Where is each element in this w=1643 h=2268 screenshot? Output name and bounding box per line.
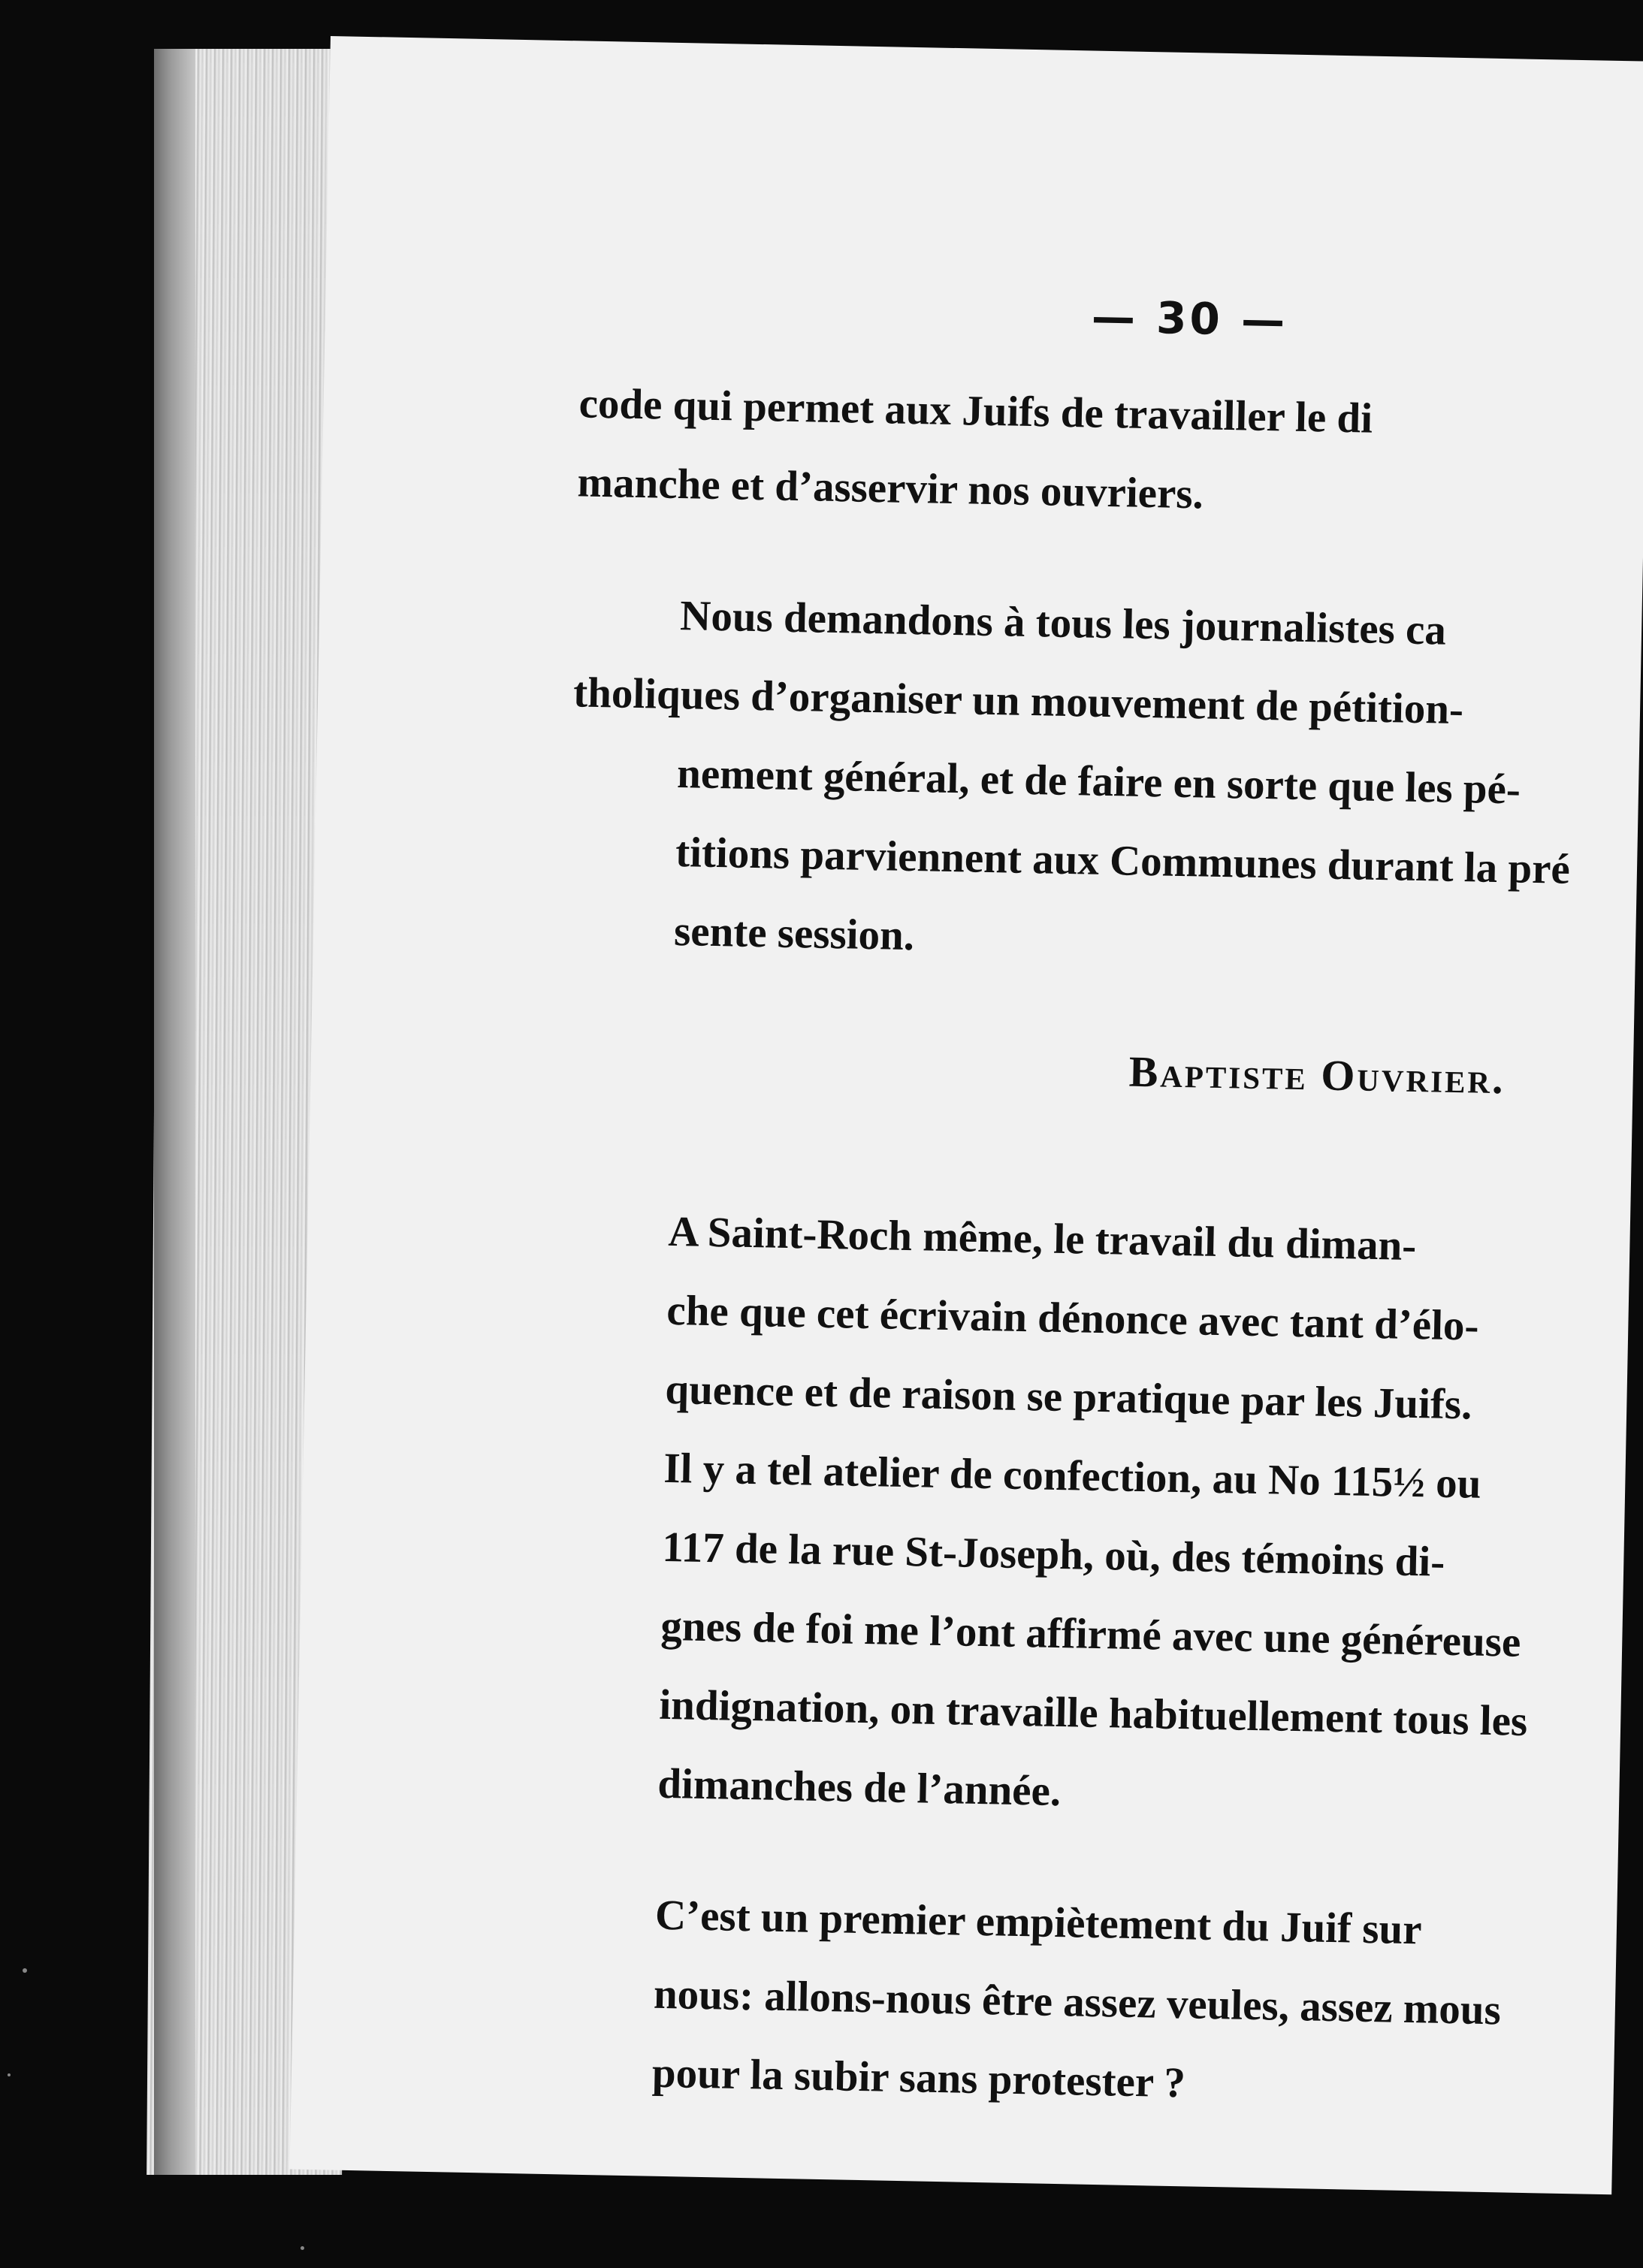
signature: Baptiste Ouvrier. bbox=[1128, 1046, 1506, 1104]
text-line: che que cet écrivain dénonce avec tant d’élo- bbox=[666, 1286, 1480, 1350]
text-line: manche et d’asservir nos ouvriers. bbox=[577, 458, 1204, 518]
scan-speck bbox=[301, 2246, 304, 2250]
text-line: 117 de la rue St-Joseph, où, des témoins di- bbox=[661, 1523, 1445, 1586]
text-line: nement général, et de faire en sorte que les pé- bbox=[676, 750, 1521, 814]
text-line: titions parviennent aux Communes durant la pré bbox=[675, 829, 1571, 893]
paragraph-3 bbox=[551, 1190, 1630, 1841]
text-line: sente session. bbox=[673, 908, 915, 960]
text-line: dimanches de l’année. bbox=[657, 1759, 1062, 1816]
text-line: code qui permet aux Juifs de travailler le di bbox=[578, 379, 1373, 442]
text-line: quence et de raison se pratique par les Juifs. bbox=[664, 1365, 1472, 1429]
text-line: pour la subir sans protester ? bbox=[651, 2049, 1186, 2107]
scan-speck bbox=[23, 1968, 27, 1973]
page-body bbox=[545, 266, 1643, 2183]
paragraph-2 bbox=[568, 574, 1642, 989]
text-line: indignation, on travaille habituellement tous les bbox=[658, 1681, 1528, 1745]
text-line: nous: allons-nous être assez veules, assez mous bbox=[653, 1970, 1502, 2034]
binding-shadow bbox=[154, 49, 195, 2175]
paragraph-4 bbox=[546, 1874, 1617, 2131]
text-line: A Saint-Roch même, le travail du diman- bbox=[667, 1207, 1417, 1270]
book-page bbox=[289, 36, 1643, 2194]
paragraph-1 bbox=[577, 364, 1643, 542]
text-line: tholiques d’organiser un mouvement de pétition- bbox=[572, 669, 1464, 734]
text-line: Il y a tel atelier de confection, au No 115½ ou bbox=[663, 1444, 1482, 1508]
text-line: C’est un premier empiètement du Juif sur bbox=[654, 1891, 1423, 1954]
scan-speck bbox=[8, 2073, 11, 2076]
page-number: — 30 — bbox=[1091, 291, 1288, 346]
text-line: gnes de foi me l’ont affirmé avec une généreuse bbox=[660, 1602, 1521, 1666]
text-line: Nous demandons à tous les journalistes ca bbox=[679, 592, 1447, 654]
